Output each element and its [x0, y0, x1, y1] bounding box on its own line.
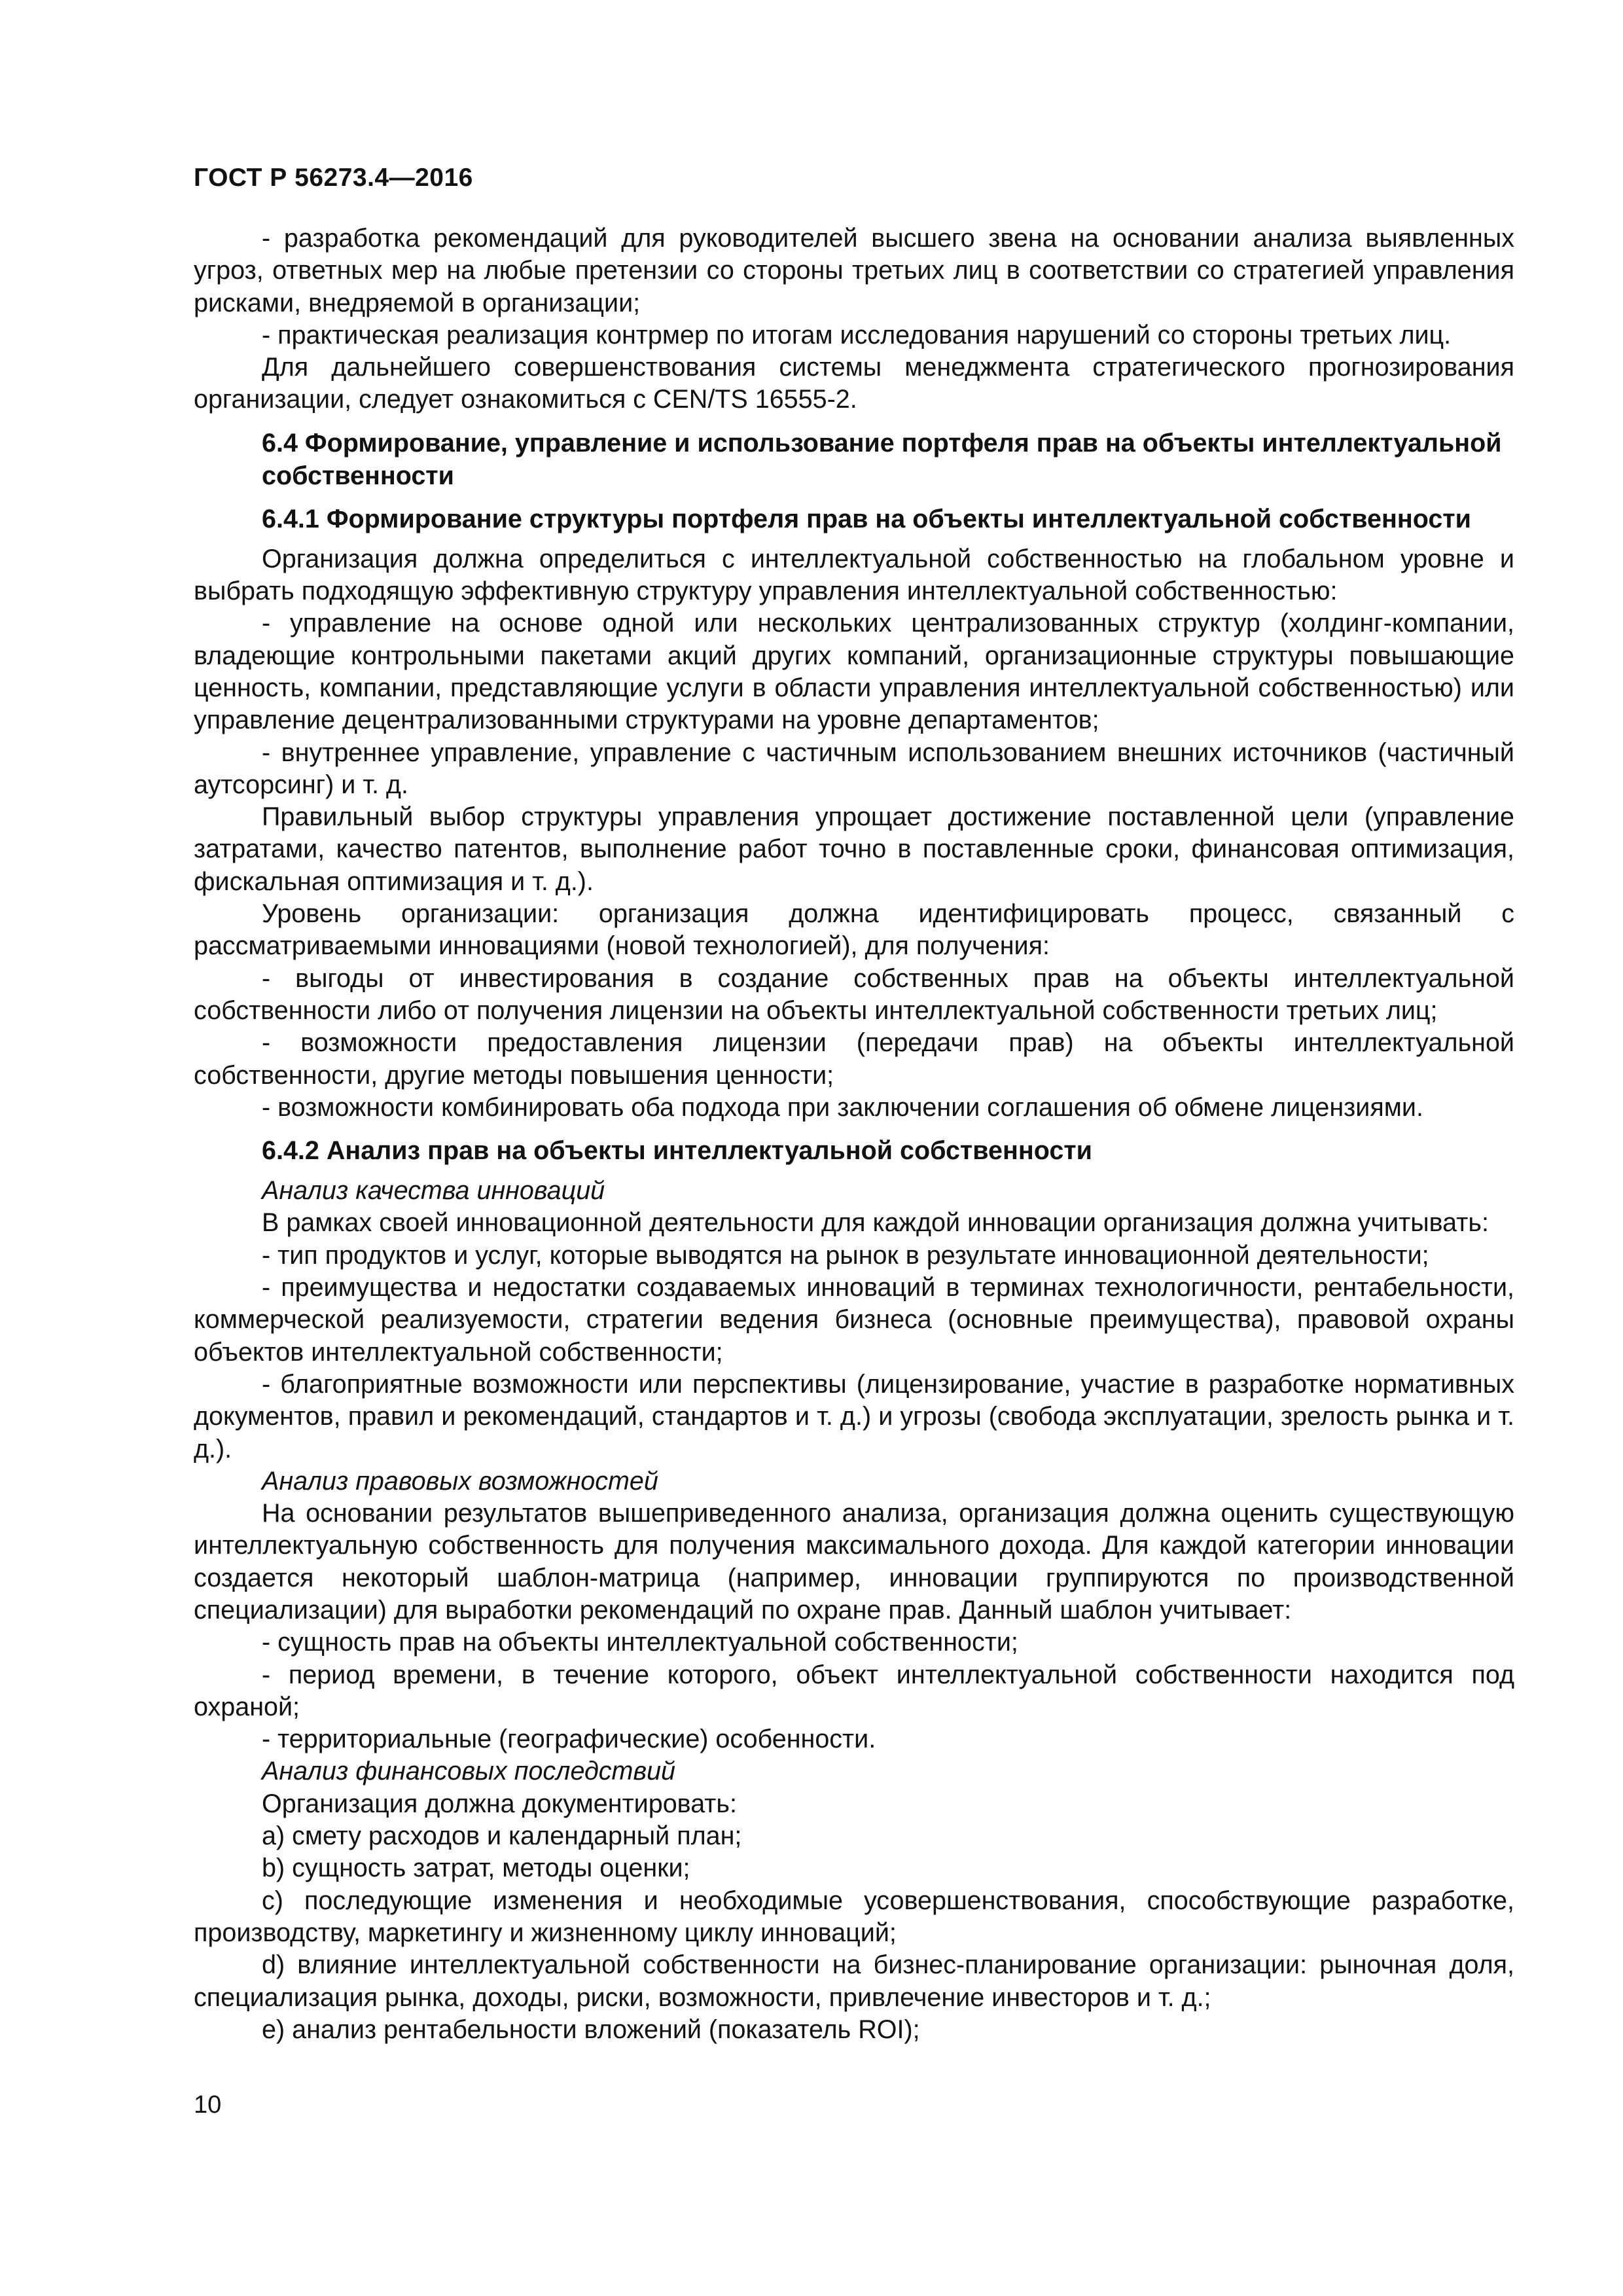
subheading-financial-consequences: Анализ финансовых последствий [262, 1757, 676, 1786]
list-item: - разработка рекомендаций для руководителей высшего звена на основании анализа выявленных угроз, ответных мер на любые претензии со стороны третьих лиц в соответствии со стратегией управления рисками, внедряемой в организации; [194, 224, 1514, 317]
paragraph: Организация должна определиться с интеллектуальной собственностью на глобальном уровне и выбрать подходящую эффективную структуру управления интеллектуальной собственностью: [194, 544, 1514, 606]
list-item: - управление на основе одной или нескольких централизованных структур (холдинг-компании, владеющие контрольными пакетами акций других компаний, организационные структуры повышающие ценность, компании, представляющие услуги в области управления интеллектуальной собственностью) или управление децентрализованными структурами на уровне департаментов; [194, 609, 1514, 735]
section-heading-6-4: 6.4 Формирование, управление и использование портфеля прав на объекты интеллектуальной собственности [262, 428, 1502, 490]
list-item: - благоприятные возможности или перспективы (лицензирование, участие в разработке нормативных документов, правил и рекомендаций, стандартов и т. д.) и угрозы (свобода эксплуатации, зрелость рынка и т. д.). [194, 1369, 1514, 1463]
paragraph: Организация должна документировать: [262, 1789, 737, 1818]
subheading-innovation-quality: Анализ качества инноваций [262, 1176, 605, 1206]
list-item: - практическая реализация контрмер по итогам исследования нарушений со стороны третьих лиц. [262, 320, 1452, 350]
list-item: - период времени, в течение которого, объект интеллектуальной собственности находится под охраной; [194, 1660, 1514, 1721]
section-heading-6-4-1: 6.4.1 Формирование структуры портфеля прав на объекты интеллектуальной собственности [262, 504, 1471, 533]
list-item: е) анализ рентабельности вложений (показатель ROI); [262, 2015, 920, 2044]
page-body [194, 223, 1514, 2046]
paragraph: На основании результатов вышеприведенного анализа, организация должна оценить существующую интеллектуальную собственность для получения максимального дохода. Для каждой категории инновации создается некоторый шаблон-матрица (например, инновации группируются по производственной специализации) для выработки рекомендаций по охране прав. Данный шаблон учитывает: [194, 1499, 1514, 1624]
list-item: - тип продуктов и услуг, которые выводятся на рынок в результате инновационной деятельности; [262, 1240, 1429, 1270]
section-heading-6-4-2: 6.4.2 Анализ прав на объекты интеллектуальной собственности [262, 1136, 1092, 1166]
paragraph: Уровень организации: организация должна идентифицировать процесс, связанный с рассматриваемыми инновациями (новой технологией), для получения: [194, 899, 1514, 961]
page-number: 10 [194, 2091, 222, 2119]
list-item: - сущность прав на объекты интеллектуальной собственности; [262, 1628, 1018, 1657]
list-item: - возможности комбинировать оба подхода при заключении соглашения об обмене лицензиями. [262, 1092, 1423, 1122]
paragraph: Для дальнейшего совершенствования системы менеджмента стратегического прогнозирования организации, следует ознакомиться с CEN/TS 16555-2. [194, 353, 1514, 414]
subheading-legal-opportunities: Анализ правовых возможностей [262, 1466, 658, 1496]
paragraph: Правильный выбор структуры управления упрощает достижение поставленной цели (управление затратами, качество патентов, выполнение работ точно в поставленные сроки, финансовая оптимизация, фискальная оптимизация и т. д.). [194, 802, 1514, 896]
list-item: - территориальные (географические) особенности. [262, 1725, 876, 1754]
list-item: b) сущность затрат, методы оценки; [262, 1854, 690, 1883]
list-item: - преимущества и недостатки создаваемых инноваций в терминах технологичности, рентабельности, коммерческой реализуемости, стратегии ведения бизнеса (основные преимущества), правовой охраны объектов интеллектуальной собственности; [194, 1273, 1514, 1367]
list-item: c) последующие изменения и необходимые усовершенствования, способствующие разработке, производству, маркетингу и жизненному циклу инноваций; [194, 1886, 1514, 1947]
paragraph: В рамках своей инновационной деятельности для каждой инновации организация должна учитывать: [262, 1208, 1489, 1238]
list-item: а) смету расходов и календарный план; [262, 1821, 742, 1851]
list-item: - выгоды от инвестирования в создание собственных прав на объекты интеллектуальной собственности либо от получения лицензии на объекты интеллектуальной собственности третьих лиц; [194, 963, 1514, 1025]
list-item: - внутреннее управление, управление с частичным использованием внешних источников (частичный аутсорсинг) и т. д. [194, 738, 1514, 799]
document-code: ГОСТ Р 56273.4—2016 [194, 164, 473, 192]
list-item: - возможности предоставления лицензии (передачи прав) на объекты интеллектуальной собственности, другие методы повышения ценности; [194, 1028, 1514, 1090]
list-item: d) влияние интеллектуальной собственности на бизнес-планирование организации: рыночная доля, специализация рынка, доходы, риски, возможности, привлечение инвесторов и т. д.; [194, 1950, 1514, 2012]
